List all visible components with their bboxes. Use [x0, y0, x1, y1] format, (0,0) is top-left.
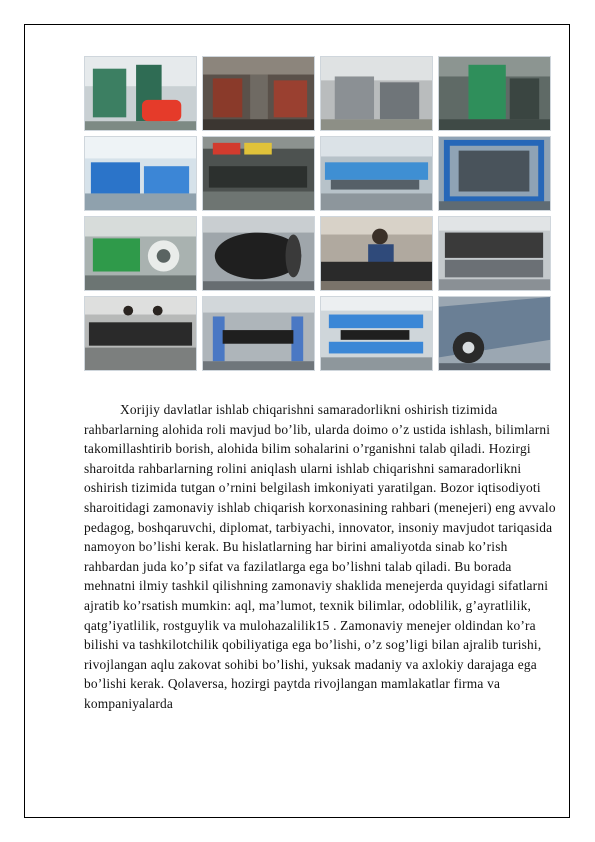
- calender-line-icon: [84, 136, 197, 211]
- photo-collage: [84, 56, 552, 372]
- black-rubber-roll-icon: [202, 216, 315, 291]
- production-line-icon: [320, 136, 433, 211]
- worker-with-roll-icon: [320, 216, 433, 291]
- blue-conveyor-icon: [320, 296, 433, 371]
- workers-at-line-icon: [84, 296, 197, 371]
- rubber-mixer-machine-icon: [84, 56, 197, 131]
- conveyor-rollers-icon: [202, 296, 315, 371]
- blue-frame-machine-icon: [438, 136, 551, 211]
- sheet-roll-close-up-icon: [438, 296, 551, 371]
- body-text: [84, 400, 560, 714]
- press-machine-icon: [438, 56, 551, 131]
- industrial-equipment-icon: [320, 56, 433, 131]
- factory-hall-icon: [202, 136, 315, 211]
- rolling-machine-icon: [84, 216, 197, 291]
- factory-machinery-icon: [202, 56, 315, 131]
- paragraph: Xorijiy davlatlar ishlab chiqarishni samaradorlikni oshirish tizimida rahbarlarning alohida roli mavjud bo’lib, ularda doimo o’z ustida ishlash, bilimlarni takomillashtirib borish, alohida bilim sohalarini o’rganishni talab qiladi. Hozirgi sharoitda rahbarlarning rolini aniqlash ularni ishlab chiqarishni samaradorlikni oshirish tizimida tutgan o’rnini belgilash imkoniyati yaratilgan. Bozor iqtisodiyoti sharoitidagi zamonaviy ishlab chiqarish korxonasining rahbari (menejeri) eng avvalo pedagog, boshqaruvchi, diplomat, tarbiyachi, innovator, insoniy mavjudot tariqasida namoyon bo’lishi kerak. Bu hislatlarning har birini amaliyotda sinab ko’rish rahbardan juda ko’p sifat va fazilatlarga ega bo’lishni talab qiladi. Bu borada mehnatni ilmiy tashkil qilishning zamonaviy shaklida menejerda quyidagi sifatlarni ajratib ko’rsatish mumkin: aql, ma’lumot, texnik bilimlar, odoblilik, g’ayratlilik, qatg’iyatlilik, rostguylik va mulohazalilik15 . Zamonaviy menejer oldindan ko’ra bilishi va tashkilotchilik qobiliyatiga ega bo’lishi, o’z sog’ligi bilan ajralib turishi, rivojlangan aqlu zakovat sohibi bo’lishi, yuksak madaniy va axlokiy darajaga ega bo’lishi kerak. Qolaversa, hozirgi paytda rivojlangan mamlakatlar firma va kompaniyalarda: [84, 402, 556, 711]
- roller-close-up-icon: [438, 216, 551, 291]
